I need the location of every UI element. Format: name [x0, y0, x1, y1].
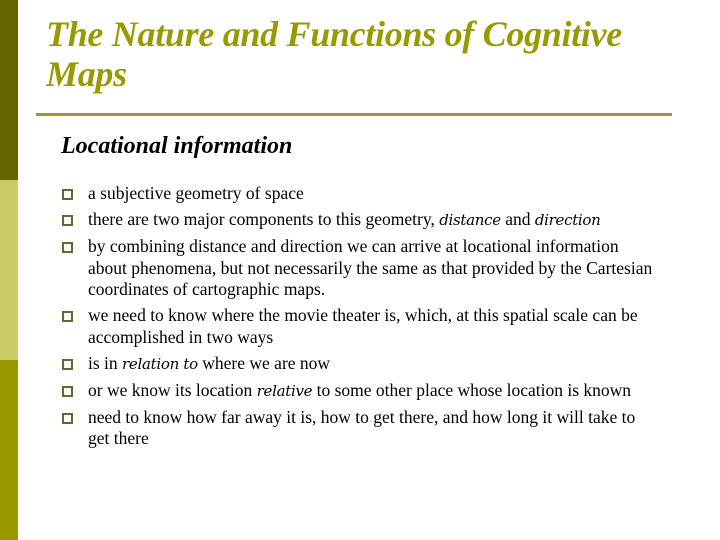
section-heading: Locational information	[61, 133, 293, 159]
sidebar-segment-middle	[0, 180, 18, 360]
hollow-square-icon	[62, 215, 73, 226]
bullet-text: where we are now	[197, 352, 331, 373]
sidebar-accent-bar	[0, 0, 18, 540]
bullet-item	[60, 236, 660, 301]
bullet-text: we need to know where the movie theater is, which, at this spatial scale can be accomplished in two ways	[88, 305, 638, 347]
bullet-text: to some other place whose location is known	[312, 379, 632, 400]
bullet-text: is in	[88, 352, 123, 373]
hollow-square-icon	[62, 413, 73, 424]
hollow-square-icon	[62, 359, 73, 370]
bullet-item	[60, 380, 660, 403]
bullet-text: and	[500, 209, 535, 229]
bullet-item	[60, 305, 660, 348]
bullet-emphasis: relation to	[122, 354, 198, 373]
bullet-text: or we know its location	[88, 379, 257, 400]
bullet-text: by combining distance and direction we can arrive at locational information about phenomena, but not necessarily the same as that provided by the Cartesian coordinates of cartographic maps.	[88, 236, 653, 299]
title-divider	[36, 113, 672, 116]
slide-title: The Nature and Functions of Cognitive Maps	[46, 14, 622, 94]
bullet-item	[60, 209, 660, 232]
bullet-emphasis: direction	[534, 211, 601, 229]
sidebar-segment-top	[0, 0, 18, 180]
hollow-square-icon	[62, 311, 73, 322]
hollow-square-icon	[62, 189, 73, 200]
bullet-item	[60, 183, 660, 205]
bullet-text: need to know how far away it is, how to get there, and how long it will take to get there	[88, 406, 636, 448]
hollow-square-icon	[62, 386, 73, 397]
hollow-square-icon	[62, 242, 73, 253]
bullet-item	[60, 407, 660, 450]
bullet-emphasis: distance	[439, 211, 501, 229]
bullet-item	[60, 353, 660, 376]
bullet-text: a subjective geometry of space	[88, 183, 304, 203]
bullet-emphasis: relative	[256, 381, 313, 400]
sidebar-segment-bottom	[0, 360, 18, 540]
bullet-list	[60, 183, 660, 454]
bullet-text: there are two major components to this geometry,	[88, 209, 440, 229]
